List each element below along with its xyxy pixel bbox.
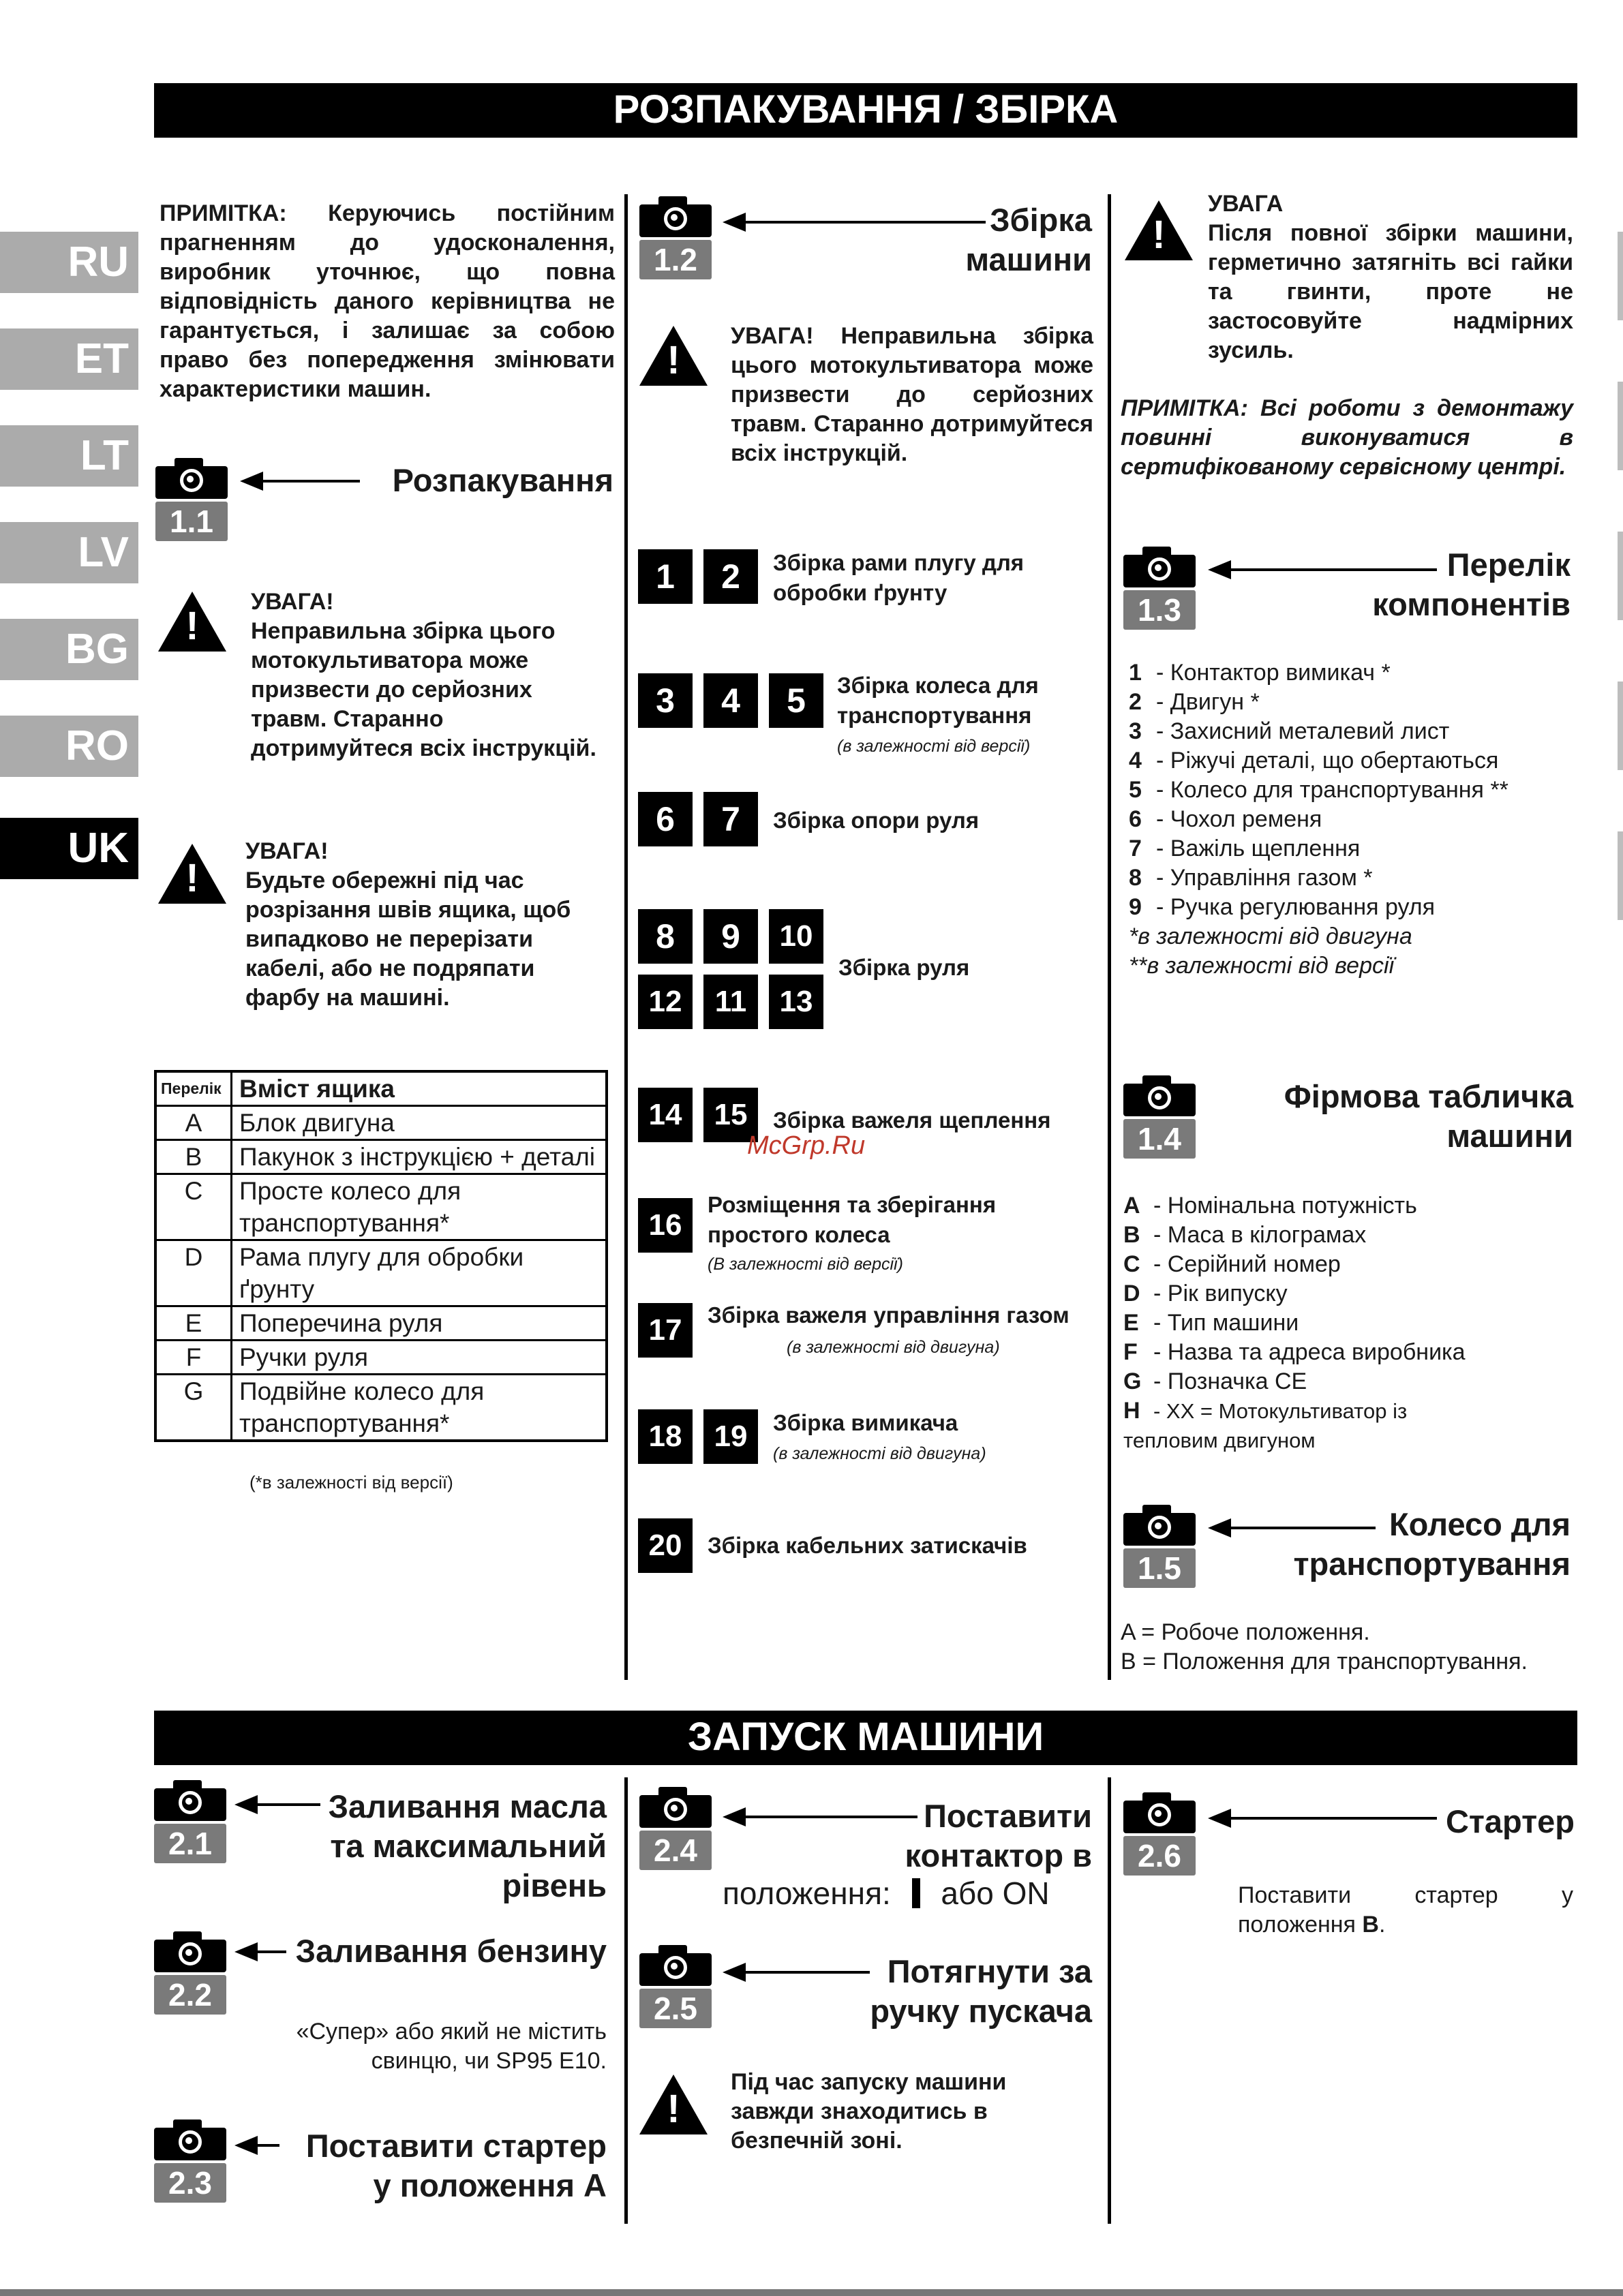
warning-title: УВАГА! xyxy=(251,589,334,615)
step-label: Збірка руля xyxy=(838,955,970,980)
assembly-warning-text: УВАГА! Неправильна збірка цього мотокультиватора може призвести до серйозних травм. Старанно дотримуйтеся всіх інструкцій. xyxy=(731,323,1093,466)
exclamation-icon: ! xyxy=(185,604,199,648)
camera-ref-2-6 xyxy=(1123,1791,1197,1876)
table-row xyxy=(155,1306,607,1341)
step-label: Збірка вимикача xyxy=(773,1410,958,1435)
step-label: Збірка колеса для транспортування xyxy=(837,673,1039,728)
fuel-fill-text: «Супер» або який не містить свинцю, чи SP95 E10. xyxy=(296,2019,607,2074)
exclamation-icon: ! xyxy=(1152,213,1166,257)
step-number: 10 xyxy=(769,909,823,964)
table-cell-key: A xyxy=(155,1106,232,1140)
camera-ref-2-4 xyxy=(639,1786,713,1870)
list-item: 9 - Ручка регулювання руля xyxy=(1129,894,1435,920)
figure-number: 2.5 xyxy=(639,1989,712,2028)
warning-text: Будьте обережні під час розрізання швів ящика, щоб випадково не перерізати кабелі, або не подряпати фарбу на машині. xyxy=(245,868,571,1011)
lang-tab-ru[interactable]: RU xyxy=(0,232,138,293)
list-item: D - Рік випуску xyxy=(1123,1281,1288,1306)
table-row xyxy=(155,1341,607,1375)
list-item: F - Назва та адреса виробника xyxy=(1123,1339,1466,1365)
list-item: 4 - Ріжучі деталі, що обертаються xyxy=(1129,748,1499,774)
camera-ref-1-5 xyxy=(1123,1503,1197,1588)
step-number: 2 xyxy=(703,549,758,604)
warning-title: УВАГА xyxy=(1208,191,1284,217)
section-title-starting: ЗАПУСК МАШИНИ xyxy=(154,1711,1577,1765)
lang-tab-et[interactable]: ET xyxy=(0,328,138,390)
list-item: C - Серійний номер xyxy=(1123,1251,1341,1277)
step-number: 18 xyxy=(638,1409,693,1464)
step-label: Збірка рами плугу для обробки ґрунту xyxy=(773,550,1025,605)
list-item: B - Маса в кілограмах xyxy=(1123,1222,1367,1248)
camera-ref-1-2 xyxy=(639,195,713,279)
list-item: 3 - Захисний металевий лист xyxy=(1129,718,1450,744)
transport-wheel-positions xyxy=(1121,1618,1577,1677)
rating-plate-list xyxy=(1123,1191,1573,1455)
step-sublabel: (в залежності від версії) xyxy=(837,737,1031,756)
list-item: E - Тип машини xyxy=(1123,1310,1299,1336)
step-number: 19 xyxy=(703,1409,758,1464)
column-divider xyxy=(624,194,628,1680)
lang-tab-bg[interactable]: BG xyxy=(0,619,138,680)
table-cell-key: G xyxy=(155,1375,232,1441)
list-item: 5 - Колесо для транспортування ** xyxy=(1129,777,1508,803)
exclamation-icon: ! xyxy=(185,856,199,900)
camera-ref-2-2 xyxy=(154,1930,228,2015)
right-edge-tab xyxy=(1618,682,1623,770)
step-label: Збірка важеля управління газом xyxy=(708,1302,1070,1328)
right-edge-tab xyxy=(1618,232,1623,320)
step-number: 1 xyxy=(638,549,693,604)
exclamation-icon: ! xyxy=(667,338,680,382)
switch-position-alt: або ON xyxy=(941,1876,1050,1911)
table-row xyxy=(155,1375,607,1441)
components-list xyxy=(1129,658,1579,981)
figure-number: 1.5 xyxy=(1123,1548,1196,1588)
exclamation-icon: ! xyxy=(667,2087,680,2131)
camera-ref-1-4 xyxy=(1123,1074,1197,1159)
figure-number: 1.1 xyxy=(155,502,228,541)
oil-fill-heading: Заливання масла та максимальний рівень xyxy=(328,1788,607,1903)
lang-tab-lv[interactable]: LV xyxy=(0,522,138,583)
table-cell-value: Поперечина руля xyxy=(232,1306,607,1341)
step-label: Розміщення та зберігання простого колеса xyxy=(708,1192,997,1247)
arrow-icon xyxy=(239,2144,279,2147)
camera-ref-2-3 xyxy=(154,2118,228,2203)
step-number: 4 xyxy=(703,673,758,728)
table-cell-key: C xyxy=(155,1174,232,1240)
camera-ref-1-3 xyxy=(1123,545,1197,630)
choke-text: Поставити стартер у положення B. xyxy=(1238,1882,1573,1938)
table-header-value: Вміст ящика xyxy=(232,1071,607,1106)
list-item: G - Позначка CE xyxy=(1123,1368,1307,1394)
figure-number: 1.4 xyxy=(1123,1119,1196,1159)
lang-tab-ro[interactable]: RO xyxy=(0,716,138,777)
list-item: B = Положення для транспортування. xyxy=(1121,1649,1528,1674)
warning-text: Після повної збірки машини, герметично затягніть всі гайки та гвинти, проте не застосовуйте надмірних зусиль. xyxy=(1208,220,1573,363)
camera-ref-2-5 xyxy=(639,1944,713,2028)
step-number: 9 xyxy=(703,909,758,964)
transport-wheel-heading: Колесо для транспортування xyxy=(1293,1506,1571,1582)
components-heading: Перелік компонентів xyxy=(1372,547,1571,622)
step-number: 7 xyxy=(703,792,758,846)
table-header-key: Перелік xyxy=(155,1071,232,1106)
list-item: A = Робоче положення. xyxy=(1121,1619,1370,1645)
table-cell-key: E xyxy=(155,1306,232,1341)
choke-position-heading: Поставити стартер у положення A xyxy=(305,2128,607,2203)
arrow-icon xyxy=(239,1950,286,1953)
table-row xyxy=(155,1140,607,1174)
switch-position-label: положення: xyxy=(723,1876,891,1911)
fuel-fill-heading: Заливання бензину xyxy=(295,1933,607,1969)
step-number: 3 xyxy=(638,673,693,728)
step-number: 14 xyxy=(638,1088,693,1142)
table-footnote: (*в залежності від версії) xyxy=(249,1472,453,1493)
lang-tab-lt[interactable]: LT xyxy=(0,425,138,487)
list-footnote: *в залежності від двигуна xyxy=(1129,923,1412,949)
right-edge-tab xyxy=(1618,831,1623,920)
column-divider xyxy=(624,1777,628,2224)
switch-position-line xyxy=(723,1874,1050,1912)
camera-ref-1-1 xyxy=(155,457,229,541)
on-position-symbol-icon xyxy=(912,1878,920,1908)
assembly-heading: Збірка машини xyxy=(965,202,1092,277)
table-cell-value: Рама плугу для обробки ґрунту xyxy=(232,1240,607,1306)
table-cell-key: B xyxy=(155,1140,232,1174)
table-row xyxy=(155,1174,607,1240)
column-divider xyxy=(1108,1777,1111,2224)
list-item: 7 - Важіль щеплення xyxy=(1129,836,1361,861)
step-number: 12 xyxy=(638,975,693,1029)
page-bottom-border xyxy=(0,2289,1623,2296)
right-edge-tab xyxy=(1618,532,1623,620)
table-cell-value: Подвійне колесо для транспортування* xyxy=(232,1375,607,1441)
arrow-icon xyxy=(244,480,360,483)
step-label: Збірка кабельних затискачів xyxy=(708,1533,1027,1558)
table-cell-value: Пакунок з інструкцією + деталі xyxy=(232,1140,607,1174)
choke-heading: Стартер xyxy=(1445,1803,1575,1839)
list-item: 2 - Двигун * xyxy=(1129,689,1260,715)
table-cell-value: Ручки руля xyxy=(232,1341,607,1375)
step-sublabel: (в залежності від двигуна) xyxy=(773,1444,986,1463)
step-number: 13 xyxy=(769,975,823,1029)
step-sublabel: (в залежності від двигуна) xyxy=(787,1338,1000,1357)
box-contents-table xyxy=(154,1070,608,1442)
warning-text: Неправильна збірка цього мотокультиватора може призвести до серйозних травм. Старанно дотримуйтеся всіх інструкцій. xyxy=(251,618,596,761)
table-cell-value: Блок двигуна xyxy=(232,1106,607,1140)
list-item: A - Номінальна потужність xyxy=(1123,1193,1417,1219)
table-cell-key: F xyxy=(155,1341,232,1375)
column-divider xyxy=(1108,194,1111,1680)
figure-number: 2.4 xyxy=(639,1831,712,1870)
step-number: 20 xyxy=(638,1518,693,1573)
step-number: 16 xyxy=(638,1198,693,1253)
switch-position-heading: Поставити контактор в xyxy=(905,1798,1092,1873)
step-label: Збірка опори руля xyxy=(773,808,980,833)
section-title-unpacking: РОЗПАКУВАННЯ / ЗБІРКА xyxy=(154,83,1577,138)
table-row xyxy=(155,1240,607,1306)
safe-zone-warning: Під час запуску машини завжди знаходитись в безпечній зоні. xyxy=(731,2069,1007,2154)
watermark-text: McGrp.Ru xyxy=(747,1131,866,1160)
figure-number: 2.1 xyxy=(154,1824,226,1863)
step-number: 11 xyxy=(703,975,758,1029)
step-number: 8 xyxy=(638,909,693,964)
step-number: 17 xyxy=(638,1303,693,1358)
right-edge-tab xyxy=(1618,382,1623,470)
service-note: ПРИМІТКА: Всі роботи з демонтажу повинні виконуватися в сертифікованому сервісному центрі. xyxy=(1121,395,1573,480)
step-number: 15 xyxy=(703,1088,758,1142)
list-footnote: **в залежності від версії xyxy=(1129,953,1395,979)
disclaimer-note: ПРИМІТКА: Керуючись постійним прагненням до удосконалення, виробник уточнює, що повна відповідність даного керівництва не гарантується, і залишає за собою право без попередження змінювати характеристики машин. xyxy=(160,200,615,402)
list-item: H - XX = Мотокультиватор із тепловим двигуном xyxy=(1123,1398,1408,1452)
table-row xyxy=(155,1106,607,1140)
camera-ref-2-1 xyxy=(154,1779,228,1863)
pull-starter-heading: Потягнути за ручку пускача xyxy=(870,1953,1092,2029)
figure-number: 2.3 xyxy=(154,2163,226,2203)
lang-tab-uk-active[interactable]: UK xyxy=(0,818,138,879)
list-item: 1 - Контактор вимикач * xyxy=(1129,660,1391,686)
table-header-row xyxy=(155,1071,607,1106)
figure-number: 1.3 xyxy=(1123,590,1196,630)
figure-number: 1.2 xyxy=(639,240,712,279)
table-cell-key: D xyxy=(155,1240,232,1306)
rating-plate-heading: Фірмова табличка машини xyxy=(1284,1078,1573,1154)
list-item: 8 - Управління газом * xyxy=(1129,865,1373,891)
step-number: 5 xyxy=(769,673,823,728)
warning-title: УВАГА! xyxy=(245,838,329,864)
arrow-icon xyxy=(239,1803,320,1806)
unpacking-heading: Розпакування xyxy=(392,462,613,498)
step-sublabel: (В залежності від версії) xyxy=(708,1255,903,1274)
list-item: 6 - Чохол ременя xyxy=(1129,806,1322,832)
table-cell-value: Просте колесо для транспортування* xyxy=(232,1174,607,1240)
figure-number: 2.2 xyxy=(154,1975,226,2015)
step-label: Збірка важеля щеплення xyxy=(773,1107,1051,1133)
figure-number: 2.6 xyxy=(1123,1836,1196,1876)
step-number: 6 xyxy=(638,792,693,846)
